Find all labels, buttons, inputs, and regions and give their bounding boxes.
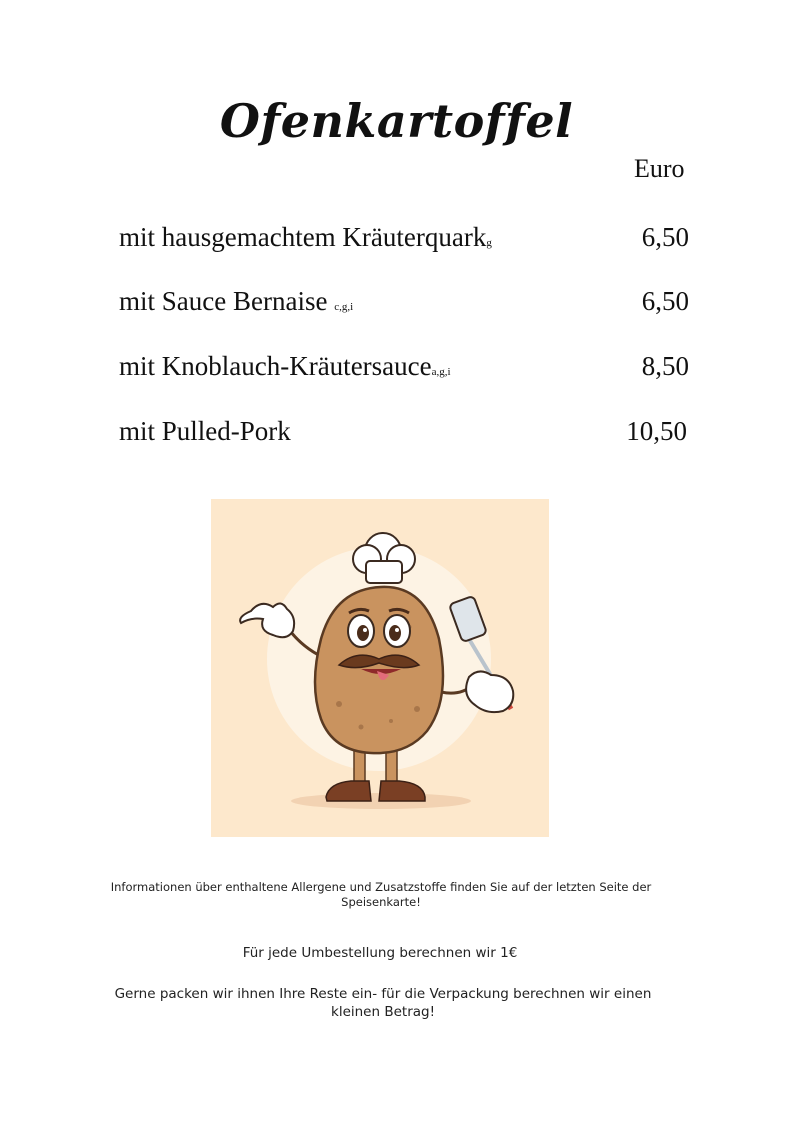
allergen-codes: g [486,237,492,249]
menu-item-price: 8,50 [641,351,689,381]
allergen-codes: a,g,i [431,366,451,378]
menu-item-price: 6,50 [641,286,689,316]
currency-label: Euro [634,154,685,183]
takeaway-note: Gerne packen wir ihnen Ihre Reste ein- für die Verpackung berechnen wir einen kleinen Betrag! [114,986,652,1020]
potato-chef-mascot-icon [211,499,549,837]
menu-item-price: 10,50 [626,416,687,446]
page-title: Ofenkartoffel [219,94,574,148]
reorder-fee-note: Für jede Umbestellung berechnen wir 1€ [242,945,518,961]
allergen-info-note: Informationen über enthaltene Allergene und Zusatzstoffe finden Sie auf der letzten Seite der Speisenkarte! [110,880,652,909]
menu-item-name: mit Knoblauch-Kräutersaucea,g,i [119,351,451,381]
menu-item-name: mit hausgemachtem Kräuterquarkg [119,222,492,252]
menu-item-name: mit Pulled-Pork [119,416,291,446]
allergen-codes: c,g,i [334,301,354,313]
menu-item-name: mit Sauce Bernaise c,g,i [119,286,354,316]
menu-item-price: 6,50 [641,222,689,252]
